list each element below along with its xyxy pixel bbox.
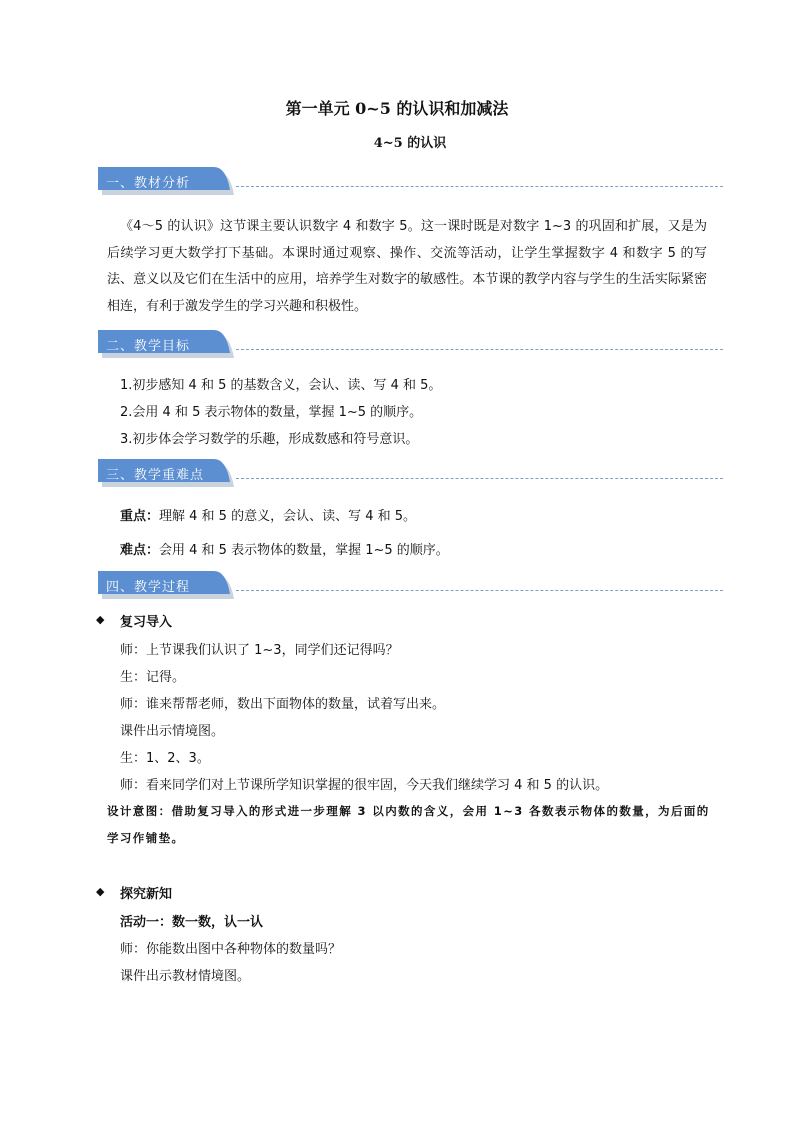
section-header-process [98,571,723,599]
section-tab [98,330,234,358]
difficulty-line [120,539,449,558]
dialog-line: 课件出示情境图。 [120,724,225,739]
analysis-paragraph: 《4～5 的认识》这节课主要认识数字 4 和数字 5。这一课时既是对数字 1~3 的巩固和扩展，又是为后续学习更大数学打下基础。本课时通过观察、操作、交流等活动，让学生掌握数字 4 和数字 5 的写法、意义以及它们在生活中的应用，培养学生对数字的敏感性。本节课的教学内容与学生的生活实际紧密相连，有利于激发学生的学习兴趣和积极性。 [107,219,707,314]
section-header-analysis [98,167,723,195]
key-label: 重点： [120,509,160,524]
section-tab [98,459,234,487]
section-header-goals [98,330,723,358]
goal-item: 2.会用 4 和 5 表示物体的数量，掌握 1~5 的顺序。 [120,405,423,420]
dialog-line: 生：记得。 [120,670,186,685]
section-label: 一、教材分析 [106,176,191,191]
goal-item: 3.初步体会学习数学的乐趣，形成数感和符号意识。 [120,432,419,447]
dashed-divider [236,186,723,187]
difficulty-text: 会用 4 和 5 表示物体的数量，掌握 1~5 的顺序。 [159,543,449,558]
key-point-line [120,505,416,524]
section-tab [98,167,234,195]
section-header-key-points [98,459,723,487]
dialog-line: 师：看来同学们对上节课所学知识掌握的很牢固，今天我们继续学习 4 和 5 的认识。 [120,778,609,793]
difficulty-label: 难点： [120,543,160,558]
goal-item: 1.初步感知 4 和 5 的基数含义，会认、读、写 4 和 5。 [120,378,442,393]
explore-title: 探究新知 [120,887,173,902]
dialog-line: 课件出示教材情境图。 [120,969,251,984]
diamond-bullet-icon: ◆ [96,885,105,898]
dialog-line: 生：1、2、3。 [120,751,210,766]
key-text: 理解 4 和 5 的意义，会认、读、写 4 和 5。 [159,509,417,524]
section-label: 二、教学目标 [106,339,191,354]
page-subtitle: 4~5 的认识 [373,136,447,151]
diamond-bullet-icon: ◆ [96,613,105,626]
review-title: 复习导入 [120,615,173,630]
dialog-line: 师：上节课我们认识了 1~3，同学们还记得吗？ [120,643,399,658]
page-title: 第一单元 0~5 的认识和加减法 [285,99,509,118]
section-label: 三、教学重难点 [106,468,205,483]
section-label: 四、教学过程 [106,580,191,595]
dialog-line: 师：谁来帮帮老师，数出下面物体的数量，试着写出来。 [120,697,446,712]
design-intent-note: 设计意图：借助复习导入的形式进一步理解 3 以内数的含义，会用 1~3 各数表示物体的数量，为后面的学习作铺垫。 [107,804,710,845]
activity-title: 活动一：数一数，认一认 [120,915,264,930]
dashed-divider [236,478,723,479]
dashed-divider [236,590,723,591]
dialog-line: 师：你能数出图中各种物体的数量吗？ [120,942,342,957]
dashed-divider [236,349,723,350]
section-tab [98,571,234,599]
